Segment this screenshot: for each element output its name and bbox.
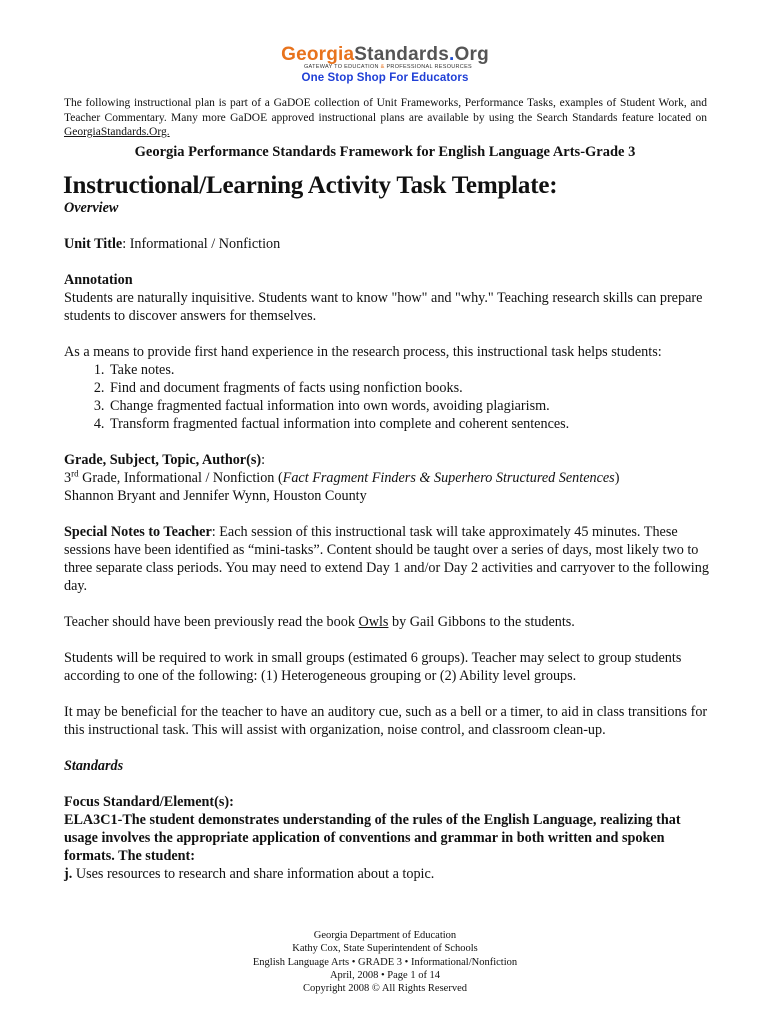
list-item: 1. Take notes.: [108, 361, 714, 379]
logo-org-text: Org: [454, 44, 489, 65]
logo-sub-amp: &: [380, 64, 385, 70]
annotation-para2: As a means to provide first hand experience in the research process, this instructional task helps students:: [64, 344, 662, 360]
authors-line: Shannon Bryant and Jennifer Wynn, Houston County: [64, 488, 367, 504]
list-item: 4. Transform fragmented factual information into complete and coherent sentences.: [108, 415, 714, 433]
special-notes-paragraph: [64, 523, 714, 595]
logo-subtitle: [6, 64, 770, 70]
special-notes-text: : Each session of this instructional task will take approximately 45 minutes. These sessions have been identified as “mini-tasks”. Content should be taught over a series of days, most likely two to three separate class periods. You may need to extend Day 1 and/or Day 2 activities and carryover to the following day.: [64, 524, 709, 594]
footer-line-1: Georgia Department of Education: [313, 930, 457, 941]
annotation-list: [64, 361, 714, 433]
groups-paragraph: Students will be required to work in small groups (estimated 6 groups). Teacher may select to group students according to one of the following: (1) Heterogeneous grouping or (2) Ability level groups.: [64, 650, 682, 684]
document-body: [64, 199, 714, 883]
page-title: Instructional/Learning Activity Task Template:: [63, 172, 558, 199]
list-item: 2. Find and document fragments of facts using nonfiction books.: [108, 379, 714, 397]
framework-title: Georgia Performance Standards Framework for English Language Arts-Grade 3: [134, 144, 636, 160]
logo-sub-part1: GATEWAY TO EDUCATION: [303, 64, 379, 70]
footer-line-2: Kathy Cox, State Superintendent of Schools: [292, 943, 478, 955]
owls-paragraph: [64, 613, 714, 631]
georgia-standards-link[interactable]: GeorgiaStandards.Org.: [64, 126, 170, 138]
topic-title: Fact Fragment Finders & Superhero Structured Sentences: [282, 470, 615, 486]
logo-dot-text: .: [449, 44, 455, 65]
topic-close-paren: ): [614, 470, 620, 486]
grade-suffix: rd: [71, 468, 79, 479]
special-notes-label: Special Notes to Teacher: [64, 524, 212, 540]
unit-title-line: [64, 235, 714, 253]
grade-subject-heading: Grade, Subject, Topic, Author(s): [64, 452, 262, 468]
unit-title-value: : Informational / Nonfiction: [122, 236, 281, 252]
focus-standard-heading: Focus Standard/Element(s):: [64, 794, 234, 810]
overview-heading: Overview: [64, 200, 119, 216]
georgia-standards-logo: [0, 44, 770, 70]
owls-pre: Teacher should have been previously read the book: [64, 614, 359, 630]
list-item: 3. Change fragmented factual information into own words, avoiding plagiarism.: [108, 397, 714, 415]
logo-georgia-text: Georgia: [281, 44, 355, 65]
logo-standards-text: Standards: [354, 44, 450, 65]
grade-topic-line: [64, 469, 714, 487]
auditory-cue-paragraph: It may be beneficial for the teacher to have an auditory cue, such as a bell or a timer, to aid in class transitions for this instructional task. This will assist with organization, noise control, and classroom clean-up.: [64, 704, 708, 738]
element-j-line: [64, 865, 714, 883]
footer-line-5: Copyright 2008 © All Rights Reserved: [302, 983, 468, 995]
unit-title-label: Unit Title: [64, 236, 123, 252]
intro-paragraph: [64, 96, 707, 140]
footer-line-3: English Language Arts • GRADE 3 • Informational/Nonfiction: [252, 956, 518, 968]
page-footer: [0, 929, 770, 995]
owls-post: by Gail Gibbons to the students.: [388, 614, 575, 630]
tagline: One Stop Shop For Educators: [301, 72, 469, 84]
logo-sub-part2: PROFESSIONAL RESOURCES: [386, 64, 473, 70]
standards-heading: Standards: [64, 758, 124, 774]
element-j-label: j.: [64, 866, 73, 882]
owls-book-title: Owls: [358, 614, 389, 630]
annotation-para1: Students are naturally inquisitive. Students want to know "how" and "why." Teaching research skills can prepare students to discover answers for themselves.: [64, 290, 703, 324]
ela3c1-standard: ELA3C1-The student demonstrates understanding of the rules of the English Language, realizing that usage involves the appropriate application of conventions and grammar in both written and spoken formats. The student:: [64, 812, 681, 864]
grade-number: 3: [64, 470, 72, 486]
grade-subject-colon: :: [261, 452, 266, 468]
logo-wordmark: [281, 44, 489, 66]
footer-line-4: April, 2008 • Page 1 of 14: [329, 969, 441, 981]
grade-subject-text: Grade, Informational / Nonfiction (: [78, 470, 283, 486]
element-j-text: Uses resources to research and share information about a topic.: [72, 866, 435, 882]
annotation-heading: Annotation: [64, 272, 133, 288]
intro-text: The following instructional plan is part of a GaDOE collection of Unit Frameworks, Performance Tasks, examples of Student Work, and Teacher Commentary. Many more GaDOE approved instructional plans are available by using the Search Standards feature located on: [64, 97, 707, 124]
grade-subject-heading-line: [64, 451, 714, 469]
